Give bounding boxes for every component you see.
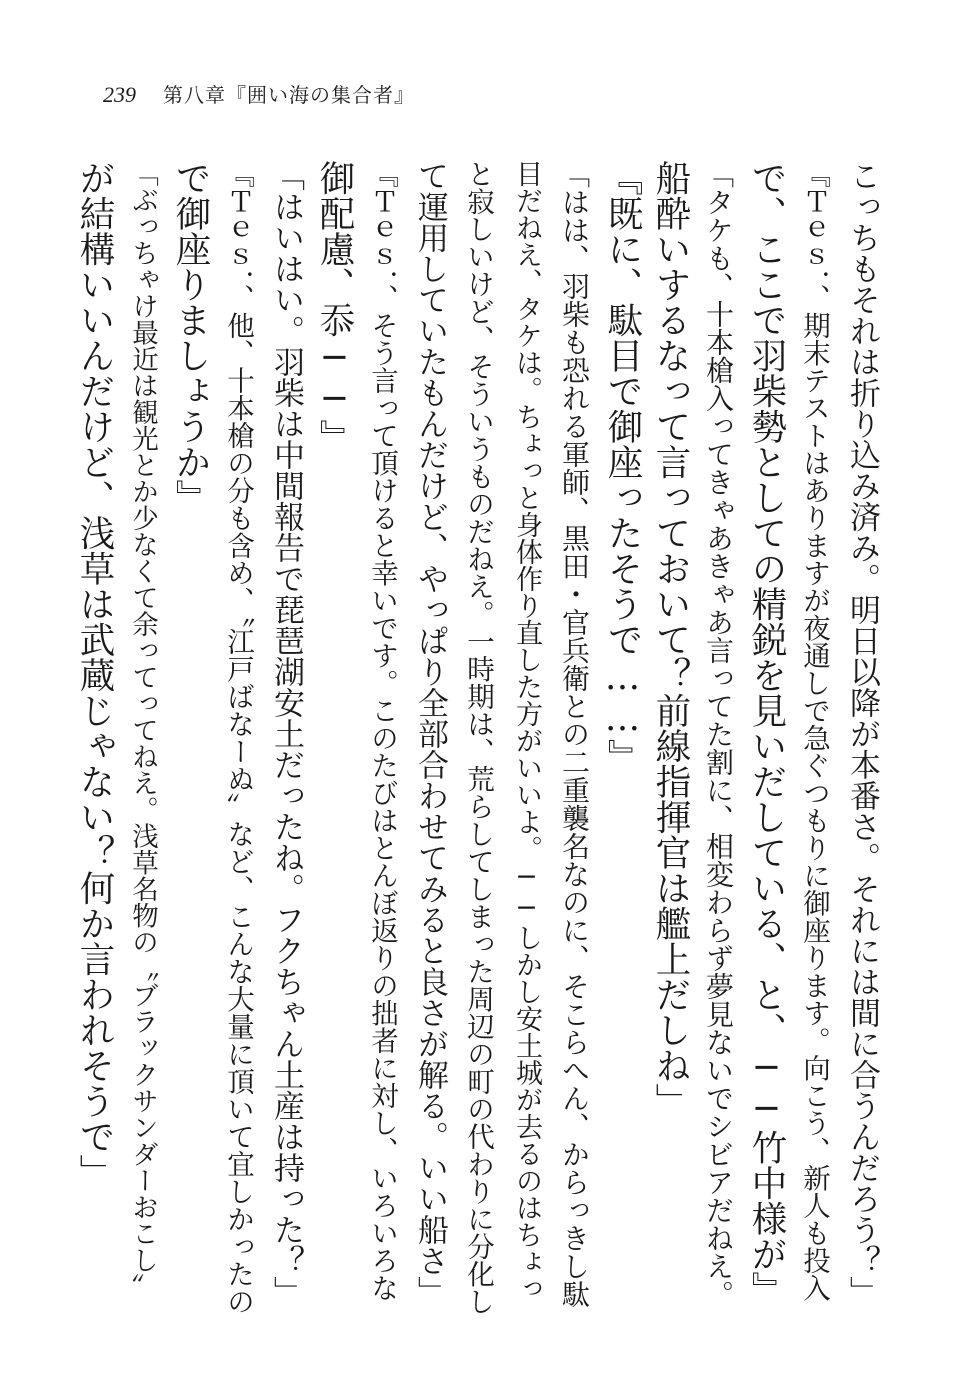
page-header bbox=[0, 80, 960, 110]
text-line: 『Ｔｅｓ．、そう言って頂けると幸いです。このたびはとんぼ返りの拙者に対し、いろいろな bbox=[366, 160, 398, 1302]
text-line: が結構いいんだけど、浅草は武蔵じゃない？何か言われそうで」 bbox=[74, 160, 115, 1190]
text-line: 『Ｔｅｓ．、他、十本槍の分も含め、〝江戸ばなーぬ〟など、こんな大量に頂いて宜しかったの bbox=[222, 160, 254, 1315]
text-line: 船酔いするなって言っておいて？前線指揮官は艦上だしね」 bbox=[650, 160, 691, 1119]
text-line: 『Ｔｅｓ．、期末テストはありますが夜通しで急ぐつもりに御座ります。向こう、新人も投入 bbox=[798, 160, 830, 1302]
text-line: と寂しいけど、そういうものだねえ。一時期は、荒らしてしまった周辺の町の代わりに分化し bbox=[462, 160, 494, 1315]
text-line: て運用していたもんだけど、やっぱり全部合わせてみると良さが解る。いい船さ」 bbox=[412, 160, 448, 1307]
text-line: 「ぶっちゃけ最近は観光とか少なくて余ってってねえ。浅草名物の〝ブラックサンダーおこし〟 bbox=[127, 160, 158, 1300]
text-line: 「はは、羽柴も恐れる軍師、黒田・官兵衛との二重襲名なのに、そこらへん、からっきし駄 bbox=[558, 160, 591, 1308]
text-line: こっちもそれは折り込み済み。明日以降が本番さ。それには間に合うんだろう？」 bbox=[844, 160, 880, 1307]
text-line: 『既に、駄目で御座ったそうで……』 bbox=[602, 160, 643, 775]
text-line: 目だねえ、タケは。ちょっと身体作り直した方がいいよ。──しかし安土城が去るのはちょっ bbox=[511, 160, 542, 1302]
page-number: 239 bbox=[103, 82, 136, 107]
text-line: 御配慮、忝──』 bbox=[314, 160, 355, 455]
text-line: で御座りましょうか』 bbox=[170, 160, 211, 515]
text-line: 「タケも、十本槍入ってきゃあきゃあ言ってた割に、相変わらず夢見ないでシビアだねえ。 bbox=[702, 160, 735, 1308]
chapter-title: 第八章『囲い海の集合者』 bbox=[163, 83, 415, 107]
text-line: で、ここで羽柴勢としての精鋭を見いだしている、と、──竹中様が』 bbox=[746, 160, 787, 1307]
body-text bbox=[0, 160, 960, 1320]
text-line: 「はいはい。羽柴は中間報告で琵琶湖安土だったね。フクちゃん土産は持った？」 bbox=[268, 160, 304, 1307]
